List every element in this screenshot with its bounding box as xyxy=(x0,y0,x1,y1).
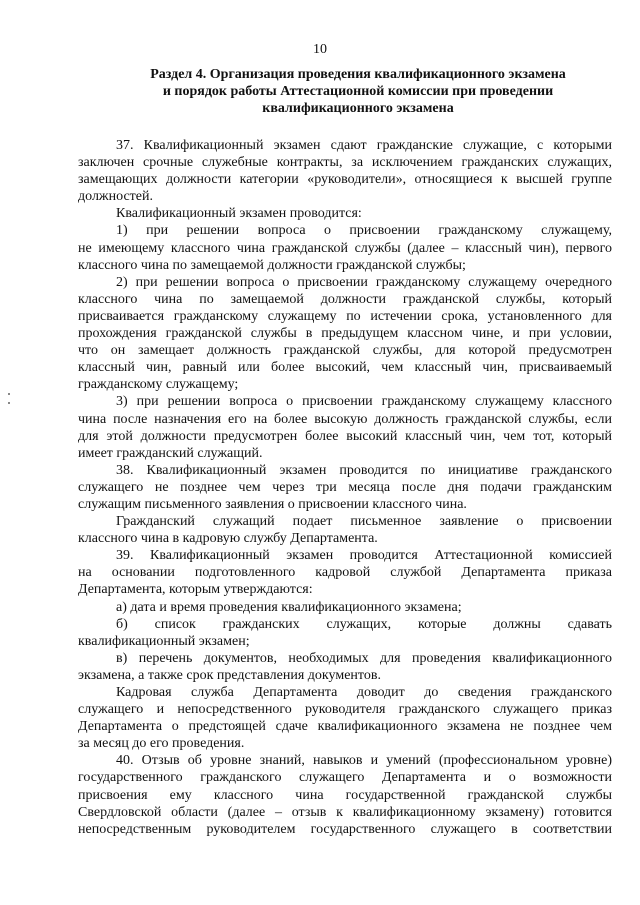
text-line: классного чина по замещаемой должности гражданской службы, который xyxy=(78,291,612,307)
section-heading-line: квалификационного экзамена xyxy=(262,101,454,116)
text-line: не имеющему классного чина гражданской службы (далее – классный чин), первого xyxy=(78,240,612,256)
text-line: прохождения гражданской службы в предыдущем классном чине, и при условии, xyxy=(78,326,612,342)
text-line: присвоения ему классного чина государственной гражданской службы xyxy=(78,787,612,803)
text-line: должностей. xyxy=(78,189,153,205)
text-line: что он замещает должность гражданской службы, для которой предусмотрен xyxy=(78,343,612,359)
text-line: для этой должности предусмотрен более высокий классный чин, чем тот, который xyxy=(78,428,612,444)
text-line: в) перечень документов, необходимых для проведения квалификационного xyxy=(116,650,612,666)
text-line: а) дата и время проведения квалификационного экзамена; xyxy=(116,599,462,615)
scan-artifact xyxy=(8,402,10,404)
text-line: Департамента о предстоящей сдаче квалификационного экзамена не позднее чем xyxy=(78,719,612,735)
text-line: Свердловской области (далее – отзыв к квалификационному экзамену) готовится xyxy=(78,804,612,820)
text-line: имеет гражданский служащий. xyxy=(78,445,263,461)
text-line: 3) при решении вопроса о присвоении гражданскому служащему классного xyxy=(116,394,612,410)
text-line: служащего не позднее чем через три месяца после дня подачи гражданским xyxy=(78,479,612,495)
document-body xyxy=(78,137,612,838)
text-line: Квалификационный экзамен проводится: xyxy=(116,206,362,222)
text-line: Департамента, которым утверждаются: xyxy=(78,582,313,598)
text-line: 1) при решении вопроса о присвоении гражданскому служащему, xyxy=(116,223,612,239)
text-line: классный чин, равный или более высокий, чем классный чин, присваиваемый xyxy=(78,360,612,376)
text-line: за месяц до его проведения. xyxy=(78,736,245,752)
section-heading-line: и порядок работы Аттестационной комиссии при проведении xyxy=(162,84,554,99)
text-line: замещающих должности категории «руководители», относящиеся к высшей группе xyxy=(78,172,612,188)
text-line: Кадровая служба Департамента доводит до сведения гражданского xyxy=(116,685,612,700)
text-line: на основании подготовленного кадровой службой Департамента приказа xyxy=(78,565,612,581)
scan-artifact xyxy=(8,393,10,395)
text-line: гражданскому служащему; xyxy=(78,377,239,393)
text-line: 40. Отзыв об уровне знаний, навыков и умений (профессиональном уровне) xyxy=(116,753,612,769)
text-line: квалификационный экзамен; xyxy=(78,633,250,649)
text-line: 2) при решении вопроса о присвоении гражданскому служащему очередного xyxy=(116,274,612,290)
text-line: экзамена, а также срок представления документов. xyxy=(78,667,381,683)
text-line: чина после назначения его на более высокую должность гражданской службы, если xyxy=(78,411,612,427)
page-number: 10 xyxy=(313,42,327,57)
text-line: 39. Квалификационный экзамен проводится Аттестационной комиссией xyxy=(116,548,612,564)
text-line: непосредственным руководителем государственного служащего в соответствии xyxy=(78,821,612,837)
text-line: служащего и непосредственного руководителя гражданского служащего приказ xyxy=(78,702,612,718)
text-line: заключен срочные служебные контракты, за исключением гражданских служащих, xyxy=(78,155,612,171)
text-line: классного чина по замещаемой должности гражданской службы; xyxy=(78,257,466,273)
text-line: 38. Квалификационный экзамен проводится по инициативе гражданского xyxy=(116,462,612,478)
text-line: Гражданский служащий подает письменное заявление о присвоении xyxy=(116,514,612,530)
text-line: классного чина в кадровую службу Департамента. xyxy=(78,531,378,547)
text-line: государственного гражданского служащего Департамента и о возможности xyxy=(78,770,612,786)
section-heading xyxy=(128,66,588,117)
section-heading-line: Раздел 4. Организация проведения квалификационного экзамена xyxy=(150,67,566,82)
text-line: служащим письменного заявления о присвоении классного чина. xyxy=(78,496,467,512)
text-line: 37. Квалификационный экзамен сдают гражданские служащие, с которыми xyxy=(116,138,612,153)
text-line: б) список гражданских служащих, которые должны сдавать xyxy=(116,616,612,632)
text-line: присваивается гражданскому служащему по истечении срока, установленного для xyxy=(78,308,612,324)
